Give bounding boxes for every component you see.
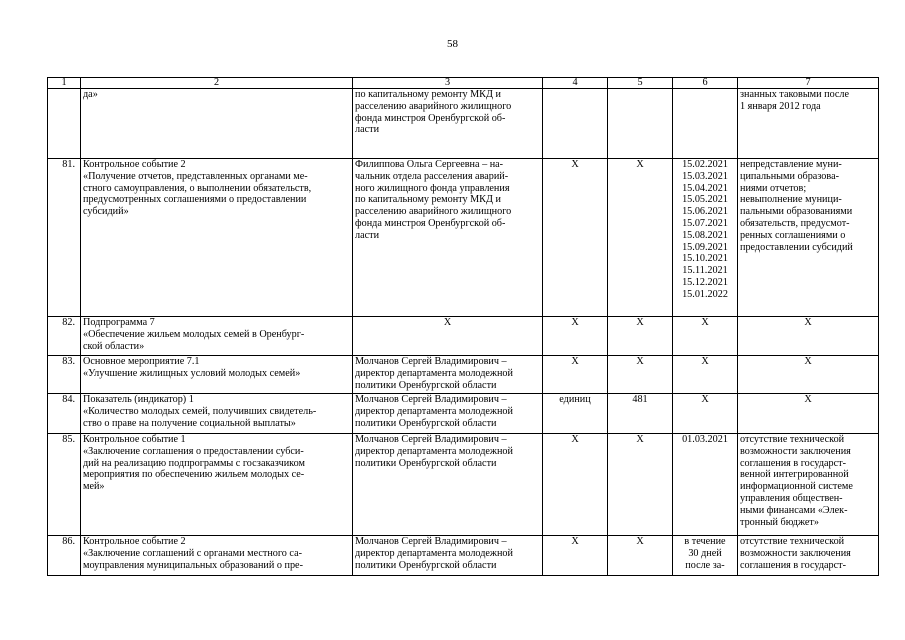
risk-cell	[738, 536, 879, 576]
cell-line: знанных таковыми после	[740, 89, 850, 100]
cell-line: Х	[701, 394, 709, 405]
cell-line: невыполнение муници-	[740, 194, 842, 206]
cell-line: «Улучшение жилищных условий молодых семей»	[83, 367, 301, 379]
cell-line: расселению аварийного жилищного	[355, 206, 512, 218]
description-cell	[81, 356, 353, 394]
table-row	[48, 317, 879, 356]
header-row	[48, 78, 879, 89]
cell-line: тронный бюджет»	[740, 516, 819, 528]
cell-line: ренных соглашениями о	[740, 229, 846, 241]
cell-line: соглашения в государст-	[740, 457, 847, 469]
cell-line: 1 января 2012 года	[740, 100, 821, 112]
cell-line: возможности заключения	[740, 547, 851, 559]
cell-line: Х	[804, 356, 812, 367]
responsible-cell	[353, 317, 543, 356]
cell-line: мей»	[83, 481, 105, 493]
cell-line: 01.03.2021	[682, 434, 728, 445]
row-number-cell	[48, 89, 81, 159]
cell-line: 15.09.2021	[682, 241, 728, 253]
cell-line: мероприятия по обеспечению жильем молодых се-	[83, 469, 305, 481]
cell-line: 15.06.2021	[682, 206, 728, 218]
cell-line: Филиппова Ольга Сергеевна – на-	[355, 159, 504, 170]
responsible-cell	[353, 394, 543, 434]
table-row	[48, 89, 879, 159]
cell-line: отсутствие технической	[740, 536, 845, 547]
cell-line: 15.02.2021	[682, 159, 728, 170]
cell-line: дий на реализацию подпрограммы с госзаказчиком	[83, 457, 305, 469]
unit-cell	[543, 89, 608, 159]
value-cell: Х	[608, 159, 673, 317]
cell-line: расселению аварийного жилищного	[355, 100, 512, 112]
cell-line: «Обеспечение жильем молодых семей в Оренбург-	[83, 328, 305, 340]
cell-line: Молчанов Сергей Владимирович –	[355, 434, 507, 445]
description-cell	[81, 89, 353, 159]
cell-line: ципальными образова-	[740, 170, 839, 182]
cell-line: да»	[83, 89, 98, 100]
cell-line: политики Оренбургской области	[355, 417, 497, 429]
cell-line: Молчанов Сергей Владимирович –	[355, 356, 507, 367]
date-cell	[673, 356, 738, 394]
responsible-cell	[353, 536, 543, 576]
cell-line: директор департамента молодежной	[355, 445, 513, 457]
cell-line: стного самоуправления, о выполнении обязательств,	[83, 182, 312, 194]
cell-line: политики Оренбургской области	[355, 559, 497, 571]
cell-line: пальными образованиями	[740, 206, 853, 218]
events-table	[47, 77, 879, 576]
risk-cell	[738, 317, 879, 356]
table-row	[48, 394, 879, 434]
description-cell	[81, 159, 353, 317]
value-cell	[608, 89, 673, 159]
table-row	[48, 536, 879, 576]
cell-line: непредставление муни-	[740, 159, 842, 170]
cell-line: фонда минстроя Оренбургской об-	[355, 217, 506, 229]
cell-line: Основное мероприятие 7.1	[83, 356, 200, 367]
header-cell: 1	[48, 78, 81, 89]
cell-line: моуправления муниципальных образований о пре-	[83, 559, 303, 571]
cell-line: 15.08.2021	[682, 229, 728, 241]
cell-line: «Заключение соглашений с органами местного са-	[83, 547, 302, 559]
cell-line: 15.01.2022	[682, 288, 728, 300]
cell-line: политики Оренбургской области	[355, 457, 497, 469]
row-number-cell: 85.	[48, 434, 81, 536]
cell-line: возможности заключения	[740, 445, 851, 457]
cell-line: венной интегрированной	[740, 469, 849, 481]
header-cell: 7	[738, 78, 879, 89]
header-cell: 2	[81, 78, 353, 89]
cell-line: Контрольное событие 2	[83, 536, 186, 547]
value-cell: Х	[608, 536, 673, 576]
date-cell	[673, 536, 738, 576]
cell-line: ниями отчетов;	[740, 182, 807, 194]
cell-line: по капитальному ремонту МКД и	[355, 89, 501, 100]
row-number-cell: 81.	[48, 159, 81, 317]
cell-line: Молчанов Сергей Владимирович –	[355, 394, 507, 405]
cell-line: информационной системе	[740, 481, 853, 493]
row-number-cell: 82.	[48, 317, 81, 356]
cell-line: ласти	[355, 124, 380, 136]
cell-line: ласти	[355, 229, 380, 241]
risk-cell	[738, 159, 879, 317]
cell-line: фонда минстроя Оренбургской об-	[355, 112, 506, 124]
unit-cell: Х	[543, 159, 608, 317]
cell-line: 15.12.2021	[682, 276, 728, 288]
row-number-cell: 83.	[48, 356, 81, 394]
unit-cell: Х	[543, 356, 608, 394]
header-cell: 5	[608, 78, 673, 89]
cell-line: ской области»	[83, 340, 145, 352]
cell-line: ными финансами «Элек-	[740, 504, 848, 516]
value-cell: 481	[608, 394, 673, 434]
page-number: 58	[447, 38, 458, 50]
cell-line: в течение	[684, 536, 726, 547]
cell-line: Контрольное событие 2	[83, 159, 186, 170]
description-cell	[81, 394, 353, 434]
cell-line: предоставлении субсидий	[740, 241, 853, 253]
unit-cell: единиц	[543, 394, 608, 434]
cell-line: предусмотренных соглашениями о предоставлении	[83, 194, 307, 206]
cell-line: 15.05.2021	[682, 194, 728, 206]
cell-line: Х	[701, 317, 709, 328]
cell-line: соглашения в государст-	[740, 559, 847, 571]
risk-cell	[738, 356, 879, 394]
value-cell: Х	[608, 356, 673, 394]
date-cell	[673, 434, 738, 536]
date-cell	[673, 394, 738, 434]
table-row	[48, 434, 879, 536]
cell-line: отсутствие технической	[740, 434, 845, 445]
cell-line: Х	[701, 356, 709, 367]
cell-line: ство о праве на получение социальной выплаты»	[83, 417, 296, 429]
row-number-cell: 86.	[48, 536, 81, 576]
cell-line: после за-	[685, 559, 725, 571]
unit-cell: Х	[543, 434, 608, 536]
risk-cell	[738, 89, 879, 159]
date-cell	[673, 89, 738, 159]
responsible-cell	[353, 434, 543, 536]
value-cell: Х	[608, 317, 673, 356]
cell-line: 15.03.2021	[682, 170, 728, 182]
cell-line: 15.07.2021	[682, 217, 728, 229]
responsible-cell	[353, 356, 543, 394]
responsible-cell	[353, 159, 543, 317]
description-cell	[81, 536, 353, 576]
cell-line: «Количество молодых семей, получивших свидетель-	[83, 405, 317, 417]
cell-line: Х	[804, 394, 812, 405]
cell-line: 15.10.2021	[682, 253, 728, 265]
cell-line: Молчанов Сергей Владимирович –	[355, 536, 507, 547]
description-cell	[81, 434, 353, 536]
risk-cell	[738, 394, 879, 434]
cell-line: 15.04.2021	[682, 182, 728, 194]
description-cell	[81, 317, 353, 356]
cell-line: директор департамента молодежной	[355, 367, 513, 379]
cell-line: Х	[443, 317, 452, 328]
cell-line: 15.11.2021	[682, 265, 728, 277]
unit-cell: Х	[543, 536, 608, 576]
cell-line: политики Оренбургской области	[355, 379, 497, 391]
header-cell: 4	[543, 78, 608, 89]
cell-line: управления обществен-	[740, 492, 843, 504]
row-number-cell: 84.	[48, 394, 81, 434]
cell-line: Подпрограмма 7	[83, 317, 155, 328]
cell-line: Х	[804, 317, 812, 328]
header-cell: 6	[673, 78, 738, 89]
cell-line: субсидий»	[83, 206, 129, 218]
table-row	[48, 356, 879, 394]
value-cell: Х	[608, 434, 673, 536]
header-cell: 3	[353, 78, 543, 89]
cell-line: Показатель (индикатор) 1	[83, 394, 194, 405]
cell-line: по капитальному ремонту МКД и	[355, 194, 501, 206]
cell-line: директор департамента молодежной	[355, 405, 513, 417]
cell-line: директор департамента молодежной	[355, 547, 513, 559]
risk-cell	[738, 434, 879, 536]
cell-line: ного жилищного фонда управления	[355, 182, 510, 194]
cell-line: «Заключение соглашения о предоставлении субси-	[83, 445, 304, 457]
table-row	[48, 159, 879, 317]
cell-line: «Получение отчетов, представленных органами ме-	[83, 170, 308, 182]
date-cell	[673, 159, 738, 317]
cell-line: обязательств, предусмот-	[740, 217, 850, 229]
cell-line: 30 дней	[688, 547, 722, 559]
cell-line: чальник отдела расселения аварий-	[355, 170, 509, 182]
cell-line: Контрольное событие 1	[83, 434, 186, 445]
responsible-cell	[353, 89, 543, 159]
unit-cell: Х	[543, 317, 608, 356]
date-cell	[673, 317, 738, 356]
